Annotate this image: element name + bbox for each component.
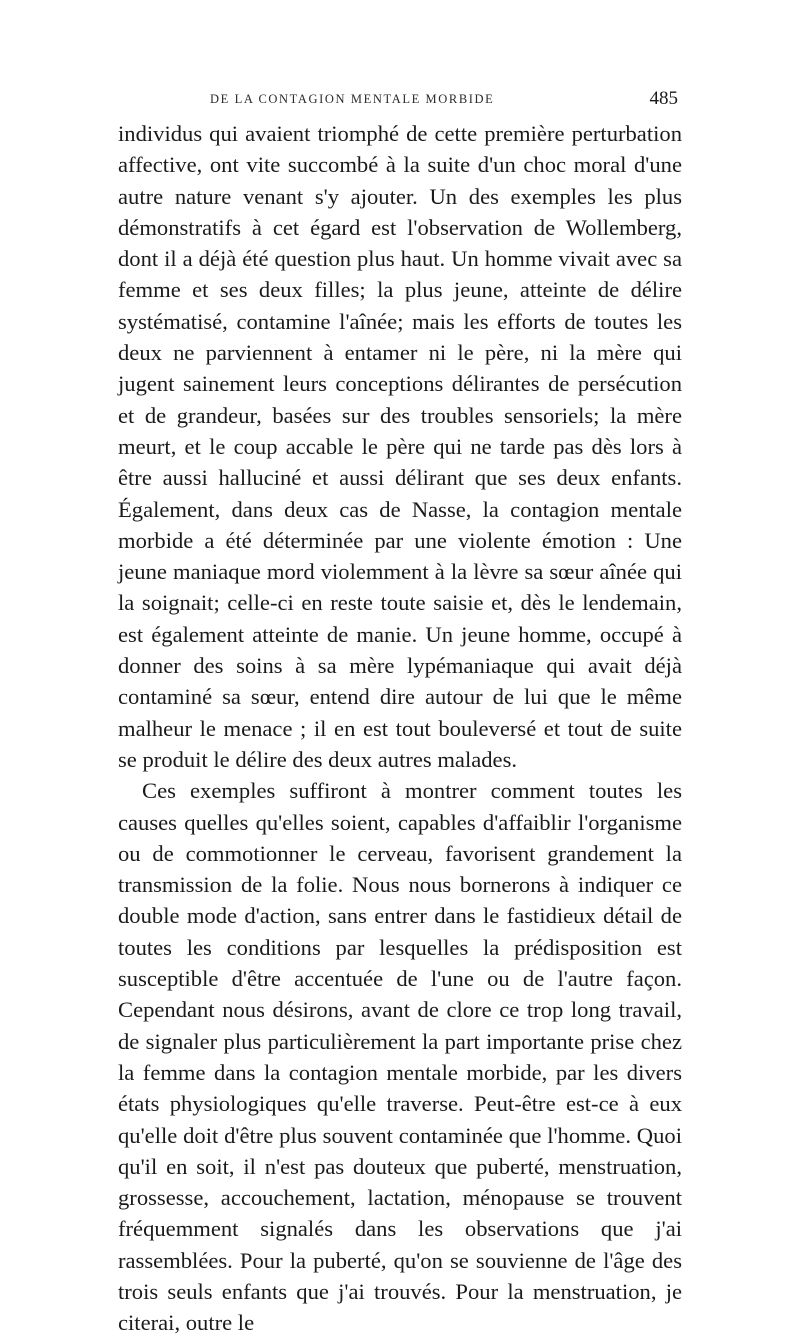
running-head	[118, 88, 682, 118]
running-title: DE LA CONTAGION MENTALE MORBIDE	[210, 92, 495, 106]
paragraph-continued: individus qui avaient triomphé de cette première perturbation affective, ont vite succombé à la suite d'un choc moral d'une autre nature venant s'y ajouter. Un des exemples les plus démonstratifs à cet égard est l'observation de Wollemberg, dont il a déjà été question plus haut. Un homme vivait avec sa femme et ses deux filles; la plus jeune, atteinte de délire systématisé, contamine l'aînée; mais les efforts de toutes les deux ne parviennent à entamer ni le père, ni la mère qui jugent sainement leurs conceptions délirantes de persécution et de grandeur, basées sur des troubles sensoriels; la mère meurt, et le coup accable le père qui ne tarde pas dès lors à être aussi halluciné et aussi délirant que ses deux enfants. Également, dans deux cas de Nasse, la contagion mentale morbide a été déterminée par une violente émotion : Une jeune maniaque mord violemment à la lèvre sa sœur aînée qui la soignait; celle-ci en reste toute saisie et, dès le lendemain, est également atteinte de manie. Un jeune homme, occupé à donner des soins à sa mère lypémaniaque qui avait déjà contaminé sa sœur, entend dire autour de lui que le même malheur le menace ; il en est tout bouleversé et tout de suite se produit le délire des deux autres malades.	[118, 121, 682, 772]
body-text	[118, 118, 682, 1339]
book-page	[118, 88, 682, 1339]
page-number: 485	[649, 88, 678, 109]
paragraph: Ces exemples suffiront à montrer comment toutes les causes quelles qu'elles soient, capables d'affaiblir l'organisme ou de commotionner le cerveau, favorisent grandement la transmission de la folie. Nous nous bornerons à indiquer ce double mode d'action, sans entrer dans le fastidieux détail de toutes les conditions par lesquelles la prédisposition est susceptible d'être accentuée de l'une ou de l'autre façon. Cependant nous désirons, avant de clore ce trop long travail, de signaler plus particulièrement la part importante prise chez la femme dans la contagion mentale morbide, par les divers états physiologiques qu'elle traverse. Peut-être est-ce à eux qu'elle doit d'être plus souvent contaminée que l'homme. Quoi qu'il en soit, il n'est pas douteux que puberté, menstruation, grossesse, accouchement, lactation, ménopause se trouvent fréquemment signalés dans les observations que j'ai rassemblées. Pour la puberté, qu'on se souvienne de l'âge des trois seuls enfants que j'ai trouvés. Pour la menstruation, je citerai, outre le	[118, 778, 682, 1336]
